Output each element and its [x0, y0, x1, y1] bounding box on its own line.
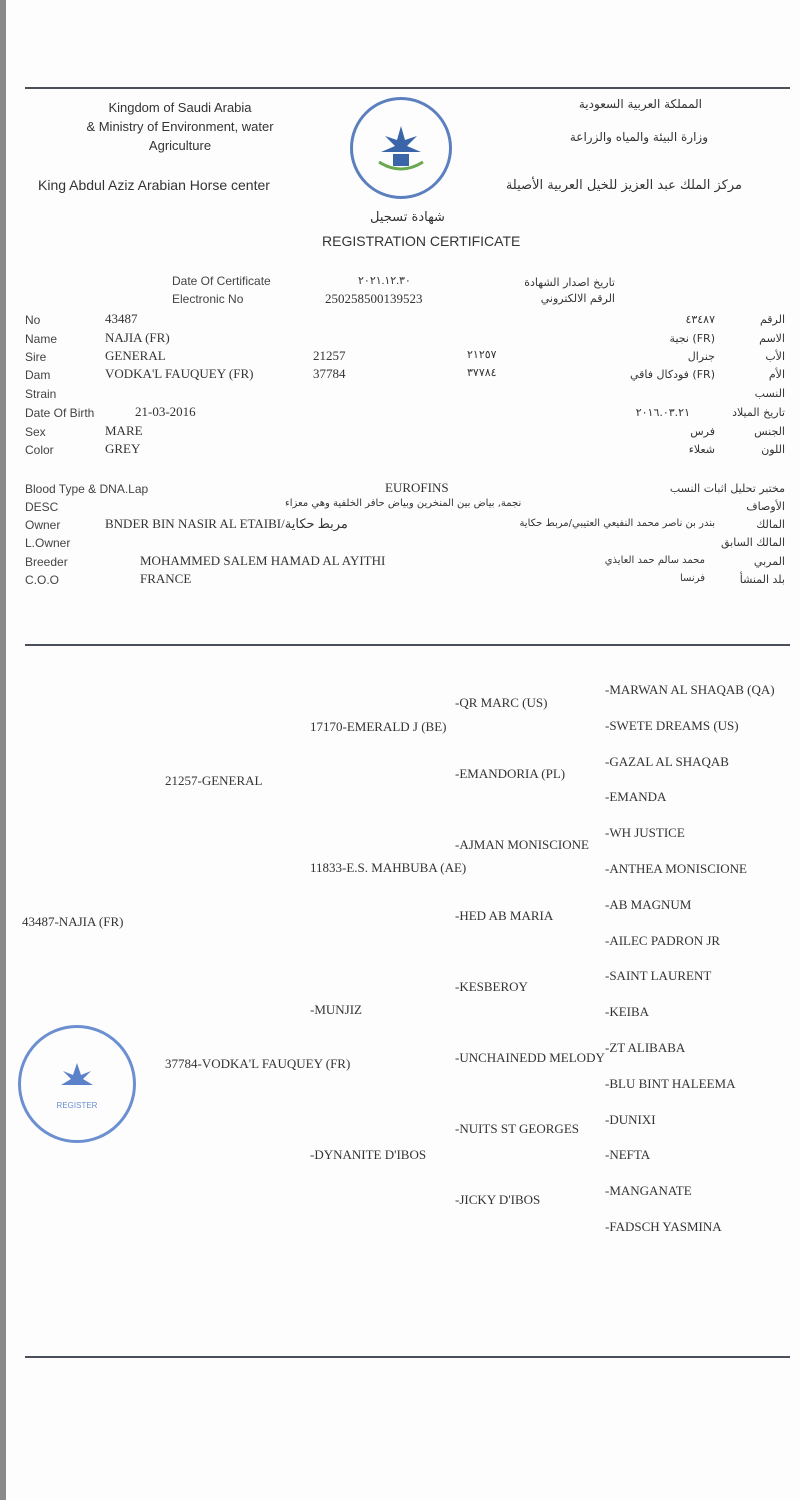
field-label: C.O.O — [25, 573, 60, 587]
field-value-ar: شعلاء — [688, 443, 715, 456]
certificate-page — [6, 0, 800, 1500]
field-value-ar: محمد سالم حمد العايذي — [604, 555, 705, 566]
field-label-ar: المربي — [753, 555, 785, 568]
title-ar: شهادة تسجيل — [370, 210, 445, 225]
date-value: ٢٠٢١.١٢.٣٠ — [358, 275, 411, 287]
header-line: Agriculture — [148, 138, 212, 153]
pedigree-horse: 21257-GENERAL — [165, 773, 263, 788]
pedigree-horse: -BLU BINT HALEEMA — [605, 1075, 736, 1091]
field-label-ar: الجنس — [754, 425, 785, 438]
pedigree-horse: -UNCHAINEDD MELODY — [455, 1050, 605, 1065]
pedigree-horse: -WH JUSTICE — [605, 825, 685, 841]
eno-label-ar: الرقم الالكتروني — [540, 292, 615, 305]
field-label: DESC — [25, 500, 59, 514]
field-label-ar: الأم — [768, 368, 785, 381]
pedigree-horse: -NEFTA — [605, 1147, 651, 1163]
pedigree-horse: -GAZAL AL SHAQAB — [605, 753, 729, 769]
top-divider — [25, 87, 790, 89]
header-left — [60, 100, 300, 153]
field-label-ar: النسب — [754, 387, 785, 400]
horse-emblem-icon — [57, 1059, 97, 1099]
pedigree-horse: -MUNJIZ — [310, 1002, 362, 1017]
pedigree-horse: -EMANDORIA (PL) — [455, 766, 566, 781]
pedigree-horse: 17170-EMERALD J (BE) — [310, 719, 447, 734]
field-label: Sex — [25, 425, 46, 439]
pedigree-horse: -DUNIXI — [605, 1111, 656, 1127]
header-ar-line: مركز الملك عبد العزيز للخيل العربية الأصيلة — [505, 178, 742, 193]
pedigree-horse: 43487-NAJIA (FR) — [22, 914, 124, 929]
field-value: MARE — [105, 423, 143, 438]
header-ar-line: وزارة البيئة والمياه والزراعة — [569, 130, 708, 144]
date-label-ar: تاريخ اصدار الشهادة — [524, 276, 615, 289]
center-name: King Abdul Aziz Arabian Horse center — [38, 177, 270, 193]
title: REGISTRATION CERTIFICATE — [322, 233, 521, 249]
field-value: 43487 — [105, 311, 138, 326]
pedigree-horse: -JICKY D'IBOS — [455, 1192, 541, 1207]
pedigree-horse: -HED AB MARIA — [455, 908, 554, 923]
horse-palm-icon — [371, 118, 431, 178]
field-value: EUROFINS — [385, 480, 449, 495]
field-label-ar: مختبر تحليل اثبات النسب — [669, 482, 785, 495]
middle-divider — [25, 644, 790, 646]
registry-stamp — [18, 1025, 136, 1143]
field-value-ar: (FR) فودكال فاقي — [629, 368, 715, 381]
pedigree-horse: -ZT ALIBABA — [605, 1040, 686, 1055]
pedigree-horse: -DYNANITE D'IBOS — [310, 1147, 427, 1162]
bottom-divider — [25, 1356, 790, 1358]
field-label-ar: بلد المنشأ — [739, 573, 785, 586]
pedigree-horse: -SAINT LAURENT — [605, 968, 712, 984]
field-value-ar: بندر بن ناصر محمد النفيعي العتيبي/مربط حكاية — [519, 518, 715, 529]
field-label-ar: الأوصاف — [746, 500, 785, 513]
date-label: Date Of Certificate — [172, 274, 271, 288]
pedigree-horse: -SWETE DREAMS (US) — [605, 717, 739, 733]
field-value-ar: فرس — [690, 425, 715, 438]
field-value-ar: فرنسا — [679, 573, 705, 584]
pedigree-horse: -AJMAN MONISCIONE — [455, 837, 589, 852]
header-ar-line: المملكة العربية السعودية — [578, 97, 702, 111]
header-line: Kingdom of Saudi Arabia — [108, 100, 252, 115]
field-value-ar: جنرال — [687, 350, 715, 363]
pedigree-horse: -NUITS ST GEORGES — [455, 1121, 579, 1136]
field-label: Color — [25, 443, 54, 457]
field-value: GENERAL — [105, 348, 166, 363]
header-line: & Ministry of Environment, water — [86, 119, 274, 134]
field-label-ar: الرقم — [759, 313, 785, 326]
pedigree-horse: 37784-VODKA'L FAUQUEY (FR) — [165, 1056, 351, 1071]
field-value: 21-03-2016 — [135, 404, 196, 419]
field-value: BNDER BIN NASIR AL ETAIBI/مربط حكاية — [105, 516, 348, 531]
field-label: L.Owner — [25, 536, 71, 550]
stamp-text: REGISTER — [56, 1100, 98, 1110]
field-value-ar: (FR) نجية — [669, 332, 715, 345]
field-label: Owner — [25, 518, 61, 532]
field-value: نجمة, بياض بين المنخرين وبياض حافر الخلفية وهي معزاء — [285, 498, 522, 509]
field-label: Sire — [25, 350, 47, 364]
field-label: Dam — [25, 368, 51, 382]
field-value: GREY — [105, 441, 141, 456]
pedigree-horse: -FADSCH YASMINA — [605, 1219, 722, 1234]
pedigree-horse: -MANGANATE — [605, 1183, 692, 1199]
field-value: FRANCE — [140, 571, 192, 586]
pedigree-horse: -KESBEROY — [455, 979, 528, 994]
pedigree-horse: -ANTHEA MONISCIONE — [605, 861, 747, 876]
field-label-ar: تاريخ الميلاد — [732, 406, 785, 419]
field-value-ar: ٢٠١٦.٠٣.٢١ — [635, 406, 690, 419]
field-label-ar: المالك السابق — [720, 536, 785, 549]
pedigree-horse: -MARWAN AL SHAQAB (QA) — [605, 682, 775, 697]
field-value-ar: ٤٣٤٨٧ — [685, 313, 715, 326]
field-number-ar: ٢١٢٥٧ — [467, 349, 497, 361]
field-value: VODKA'L FAUQUEY (FR) — [105, 366, 254, 381]
field-number: 21257 — [313, 348, 346, 363]
field-value: NAJIA (FR) — [105, 330, 170, 345]
field-label: Blood Type & DNA.Lap — [25, 482, 149, 496]
pedigree-horse: -AB MAGNUM — [605, 896, 692, 912]
field-label-ar: الاسم — [759, 332, 785, 345]
field-label: Date Of Birth — [25, 406, 95, 420]
pedigree-horse: -AILEC PADRON JR — [605, 932, 721, 948]
field-number: 37784 — [313, 366, 346, 381]
field-label: Breeder — [25, 555, 68, 569]
field-label: Strain — [25, 387, 57, 401]
pedigree-horse: -QR MARC (US) — [455, 695, 548, 710]
field-label-ar: اللون — [761, 443, 785, 456]
field-label: No — [25, 313, 41, 327]
field-value: MOHAMMED SALEM HAMAD AL AYITHI — [140, 553, 386, 568]
eno-value: 250258500139523 — [325, 291, 423, 306]
field-number-ar: ٣٧٧٨٤ — [467, 367, 497, 379]
field-label: Name — [25, 332, 58, 346]
pedigree-horse: 11833-E.S. MAHBUBA (AE) — [310, 860, 467, 875]
logo-emblem — [350, 97, 452, 199]
pedigree-horse: -KEIBA — [605, 1004, 650, 1020]
field-label-ar: الأب — [765, 350, 785, 363]
eno-label: Electronic No — [172, 292, 244, 306]
field-label-ar: المالك — [756, 518, 785, 531]
pedigree-horse: -EMANDA — [605, 789, 667, 805]
